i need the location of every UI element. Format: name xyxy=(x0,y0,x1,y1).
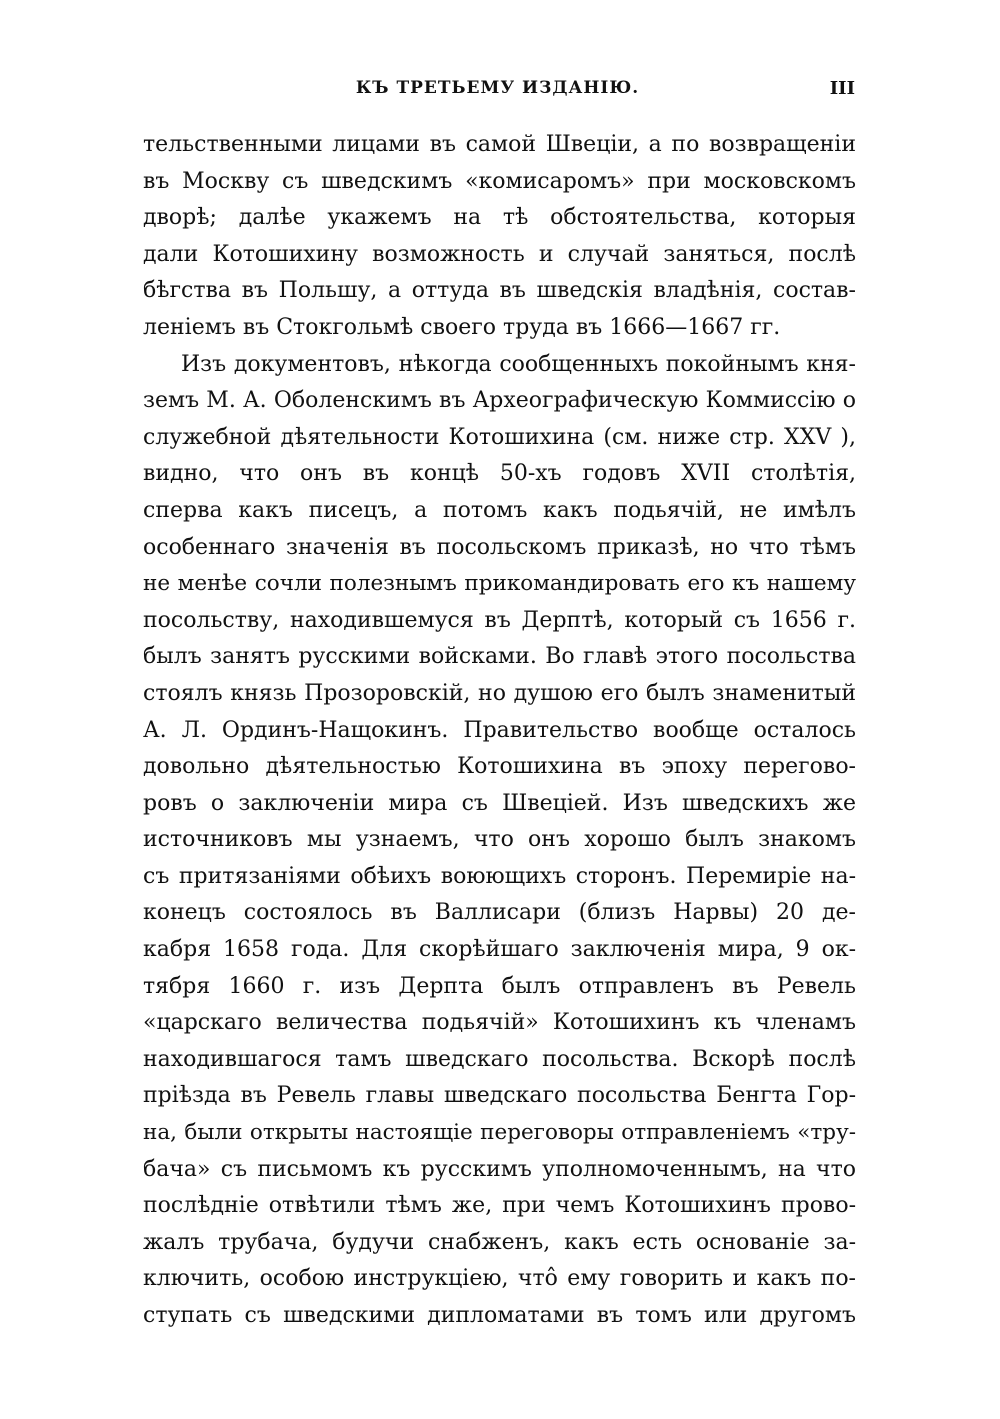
body-text xyxy=(143,127,856,1335)
text-line: бача» съ письмомъ къ русскимъ уполномоченнымъ, на что xyxy=(143,1156,856,1182)
text-line: тября 1660 г. изъ Дерпта былъ отправленъ въ Ревель xyxy=(143,973,856,999)
text-line: довольно дѣятельностью Котошихина въ эпоху перегово- xyxy=(143,754,856,780)
text-line: ступать съ шведскими дипломатами въ томъ или другомъ xyxy=(143,1303,856,1328)
text-line: служебной дѣятельности Котошихина (см. ниже стр. XXV ), xyxy=(143,424,856,450)
text-line: ключить, особою инструкціею, что̂ ему говорить и какъ по- xyxy=(143,1266,856,1292)
text-line: жалъ трубача, будучи снабженъ, какъ есть основаніе за- xyxy=(143,1229,856,1255)
text-line: находившагося тамъ шведскаго посольства. Вскорѣ послѣ xyxy=(143,1046,856,1072)
text-line: стоялъ князь Прозоровскій, но душою его былъ знаменитый xyxy=(143,680,856,706)
text-line: былъ занятъ русскими войсками. Во главѣ этого посольства xyxy=(143,644,856,670)
text-line: послѣдніе отвѣтили тѣмъ же, при чемъ Котошихинъ прово- xyxy=(143,1193,856,1219)
text-line: ровъ о заключеніи мира съ Швеціей. Изъ шведскихъ же xyxy=(143,790,856,816)
text-line: дали Котошихину возможность и случай заняться, послѣ xyxy=(143,241,856,267)
text-line: дворѣ; далѣе укажемъ на тѣ обстоятельства, которыя xyxy=(143,205,856,231)
text-line: «царскаго величества подьячій» Котошихинъ къ членамъ xyxy=(143,1010,856,1036)
text-line: леніемъ въ Стокгольмѣ своего труда въ 1666—1667 гг. xyxy=(143,314,781,340)
text-line: въ Москву съ шведскимъ «комисаромъ» при московскомъ xyxy=(143,168,856,194)
text-line: пріѣзда въ Ревель главы шведскаго посольства Бенгта Гор- xyxy=(143,1083,856,1109)
text-line: земъ М. А. Оболенскимъ въ Археографическую Коммиссію о xyxy=(143,388,856,414)
text-line: съ притязаніями обѣихъ воюющихъ сторонъ. Перемиріе на- xyxy=(143,863,856,889)
text-line: сперва какъ писецъ, а потомъ какъ подьячій, не имѣлъ xyxy=(143,497,856,523)
text-line: не менѣе сочли полезнымъ прикомандировать его къ нашему xyxy=(143,571,856,597)
page-number: III xyxy=(829,78,855,99)
running-head xyxy=(140,78,855,102)
text-line: конецъ состоялось въ Валлисари (близъ Нарвы) 20 де- xyxy=(143,900,856,926)
text-line: А. Л. Ординъ-Нащокинъ. Правительство вообще осталось xyxy=(143,717,856,743)
text-line: посольству, находившемуся въ Дерптѣ, который съ 1656 г. xyxy=(143,607,856,633)
text-line: источниковъ мы узнаемъ, что онъ хорошо былъ знакомъ xyxy=(143,827,856,853)
text-line: тельственными лицами въ самой Швеціи, а по возвращеніи xyxy=(143,132,856,157)
running-title: КЪ ТРЕТЬЕМУ ИЗДАНІЮ. xyxy=(355,78,640,98)
text-line: бѣгства въ Польшу, а оттуда въ шведскія владѣнія, состав- xyxy=(143,278,856,304)
text-line: видно, что онъ въ концѣ 50-хъ годовъ XVII столѣтія, xyxy=(143,461,856,487)
text-line: кабря 1658 года. Для скорѣйшаго заключенія мира, 9 ок- xyxy=(143,937,856,963)
text-line: Изъ документовъ, нѣкогда сообщенныхъ покойнымъ кня- xyxy=(181,351,856,377)
text-line: на, были открыты настоящіе переговоры отправленіемъ «тру- xyxy=(143,1120,856,1146)
text-line: особеннаго значенія въ посольскомъ приказѣ, но что тѣмъ xyxy=(143,534,856,560)
